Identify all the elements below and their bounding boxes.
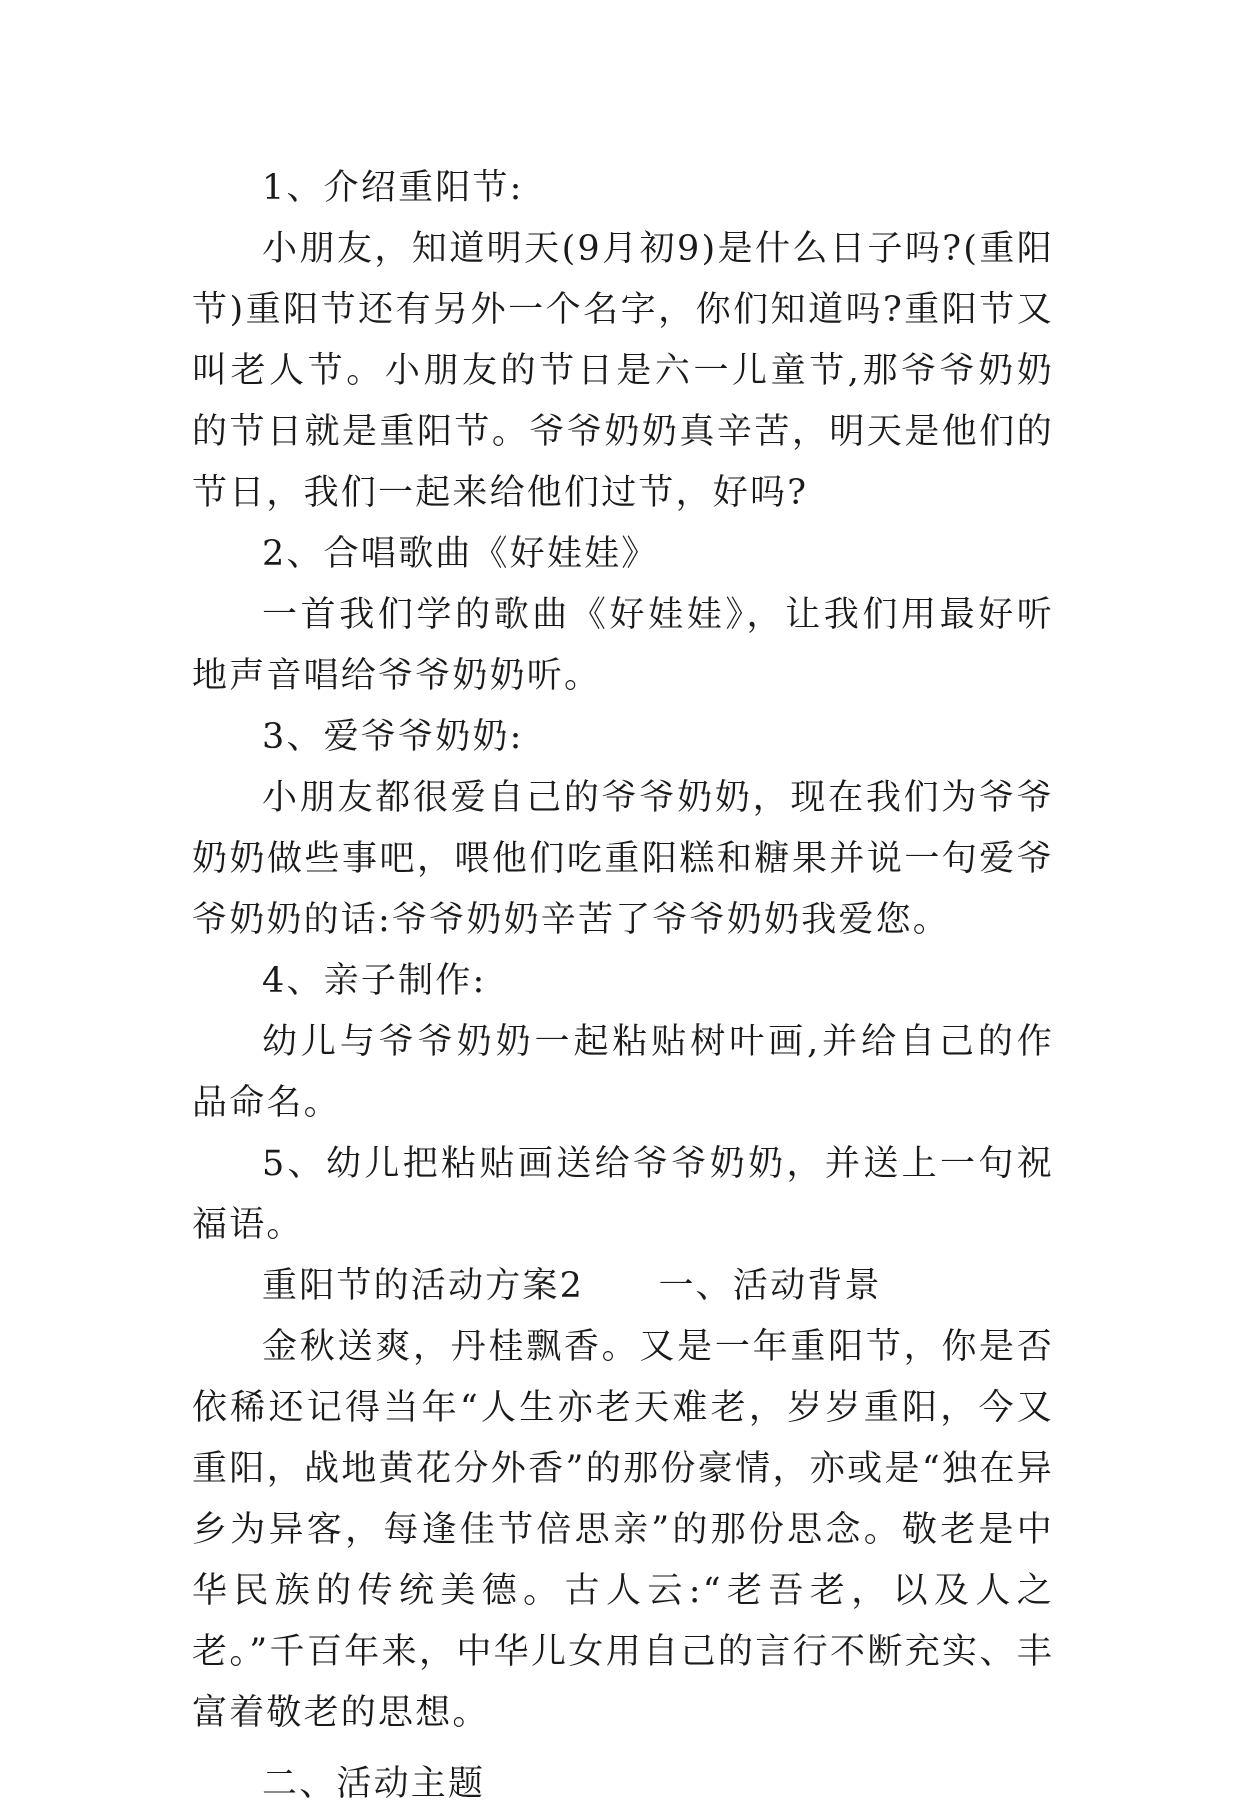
paragraph-love: 小朋友都很爱自己的爷爷奶奶，现在我们为爷爷奶奶做些事吧，喂他们吃重阳糕和糖果并说一句爱爷爷奶奶的话:爷爷奶奶辛苦了爷爷奶奶我爱您。 bbox=[192, 778, 1054, 940]
section-heading-song: 2、合唱歌曲《好娃娃》 bbox=[262, 534, 659, 574]
section-heading-craft: 4、亲子制作: bbox=[262, 961, 487, 1001]
paragraph-background: 金秋送爽，丹桂飘香。又是一年重阳节，你是否依稀还记得当年“人生亦老天难老，岁岁重阳，今又重阳，战地黄花分外香”的那份豪情，亦或是“独在异乡为异客，每逢佳节倍思亲”的那份思念。敬老是中华民族的传统美德。古人云:“老吾老，以及人之老。”千百年来，中华儿女用自己的言行不断充实、丰富着敬老的思想。 bbox=[192, 1327, 1054, 1733]
paragraph-gift: 5、幼儿把粘贴画送给爷爷奶奶，并送上一句祝福语。 bbox=[192, 1144, 1054, 1245]
section-heading-intro: 1、介绍重阳节: bbox=[262, 168, 524, 208]
paragraph-intro: 小朋友，知道明天(9月初9)是什么日子吗?(重阳节)重阳节还有另外一个名字，你们知道吗?重阳节又叫老人节。小朋友的节日是六一儿童节,那爷爷奶奶的节日就是重阳节。爷爷奶奶真辛苦，明天是他们的节日，我们一起来给他们过节，好吗? bbox=[192, 229, 1054, 513]
document-body bbox=[192, 158, 1054, 1815]
plan-2-heading: 重阳节的活动方案2 一、活动背景 bbox=[262, 1266, 882, 1306]
section-heading-theme: 二、活动主题 bbox=[262, 1764, 486, 1804]
paragraph-song: 一首我们学的歌曲《好娃娃》，让我们用最好听地声音唱给爷爷奶奶听。 bbox=[192, 595, 1054, 696]
paragraph-craft: 幼儿与爷爷奶奶一起粘贴树叶画,并给自己的作品命名。 bbox=[192, 1022, 1054, 1123]
section-heading-love: 3、爱爷爷奶奶: bbox=[262, 717, 524, 757]
